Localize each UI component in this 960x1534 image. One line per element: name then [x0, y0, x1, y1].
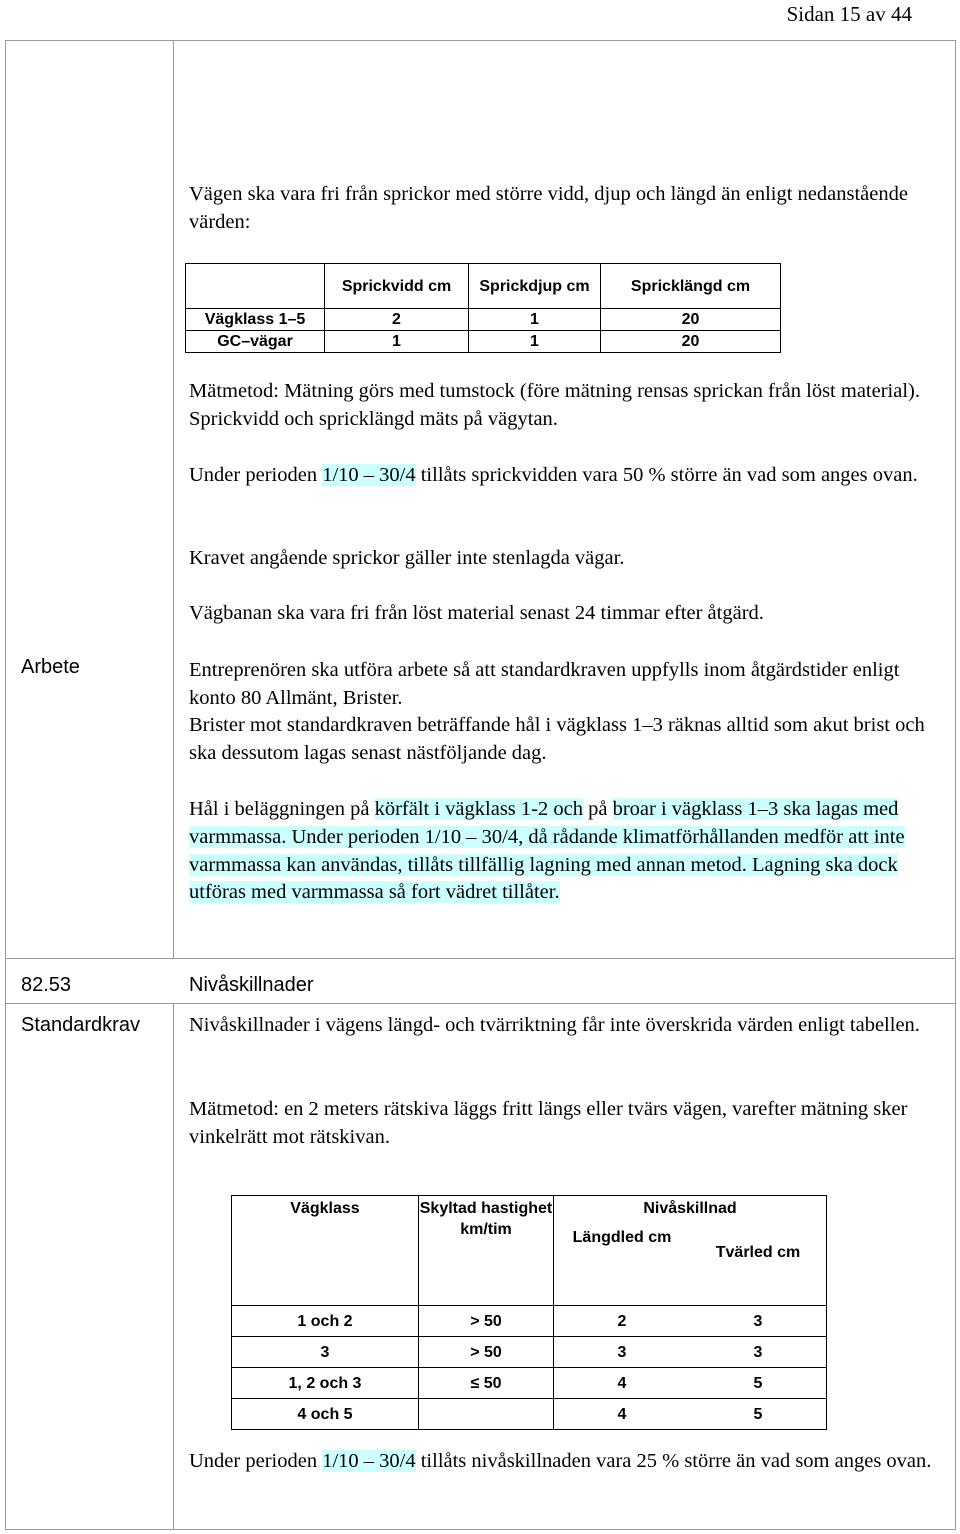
speed-cell: > 50 — [419, 1306, 554, 1337]
tvar-cell: 3 — [690, 1337, 827, 1368]
cell: 1 — [469, 331, 601, 353]
header-nivaskillnad: Nivåskillnad — [554, 1196, 827, 1227]
method-text: Mätmetod: Mätning görs med tumstock (före mätning rensas sprickan från löst material). Sprickvidd och spricklängd mäts på vägytan. — [189, 380, 920, 430]
cell: 2 — [325, 309, 469, 331]
crack-table — [185, 263, 781, 353]
section-divider-2 — [5, 1003, 956, 1004]
spacer-cell — [419, 1279, 554, 1306]
niva-period-text: Under perioden 1/10 – 30/4 tillåts nivåskillnaden vara 25 % större än vad som anges ovan. — [189, 1450, 932, 1472]
arbete-p3: Hål i beläggningen på körfält i vägklass 1-2 och på broar i vägklass 1–3 ska lagas med varmmassa. Under perioden 1/10 – 30/4, då rådande klimatförhållanden medför att inte varmmassa kan användas, tillåts tillfällig lagning med annan metod. Lagning ska dock utföras med varmmassa så fort vädret tillåter. — [189, 798, 905, 904]
page-number: Sidan 15 av 44 — [786, 2, 912, 26]
langd-cell: 2 — [554, 1306, 691, 1337]
arbete-p1: Entreprenören ska utföra arbete så att standardkraven uppfylls inom åtgärdstider enligt konto 80 Allmänt, Brister. — [189, 659, 900, 709]
period-text: Under perioden 1/10 – 30/4 tillåts sprickvidden vara 50 % större än vad som anges ovan. — [189, 464, 918, 486]
speed-cell: ≤ 50 — [419, 1368, 554, 1399]
klass-cell: 3 — [232, 1337, 419, 1368]
niva-table — [231, 1195, 827, 1430]
header-sprickvidd: Sprickvidd cm — [325, 264, 469, 309]
speed-cell: > 50 — [419, 1337, 554, 1368]
row-label: GC–vägar — [186, 331, 325, 353]
cell: 20 — [601, 309, 781, 331]
spacer-cell — [232, 1279, 419, 1306]
stone-road-text: Kravet angående sprickor gäller inte stenlagda vägar. — [189, 547, 625, 569]
langd-cell: 4 — [554, 1368, 691, 1399]
niva-p2: Mätmetod: en 2 meters rätskiva läggs fritt längs eller tvärs vägen, varefter mätning sker vinkelrätt mot rätskivan. — [189, 1098, 908, 1148]
section-number: 82.53 — [21, 974, 72, 996]
langd-cell: 4 — [554, 1399, 691, 1430]
header-tvarled: Tvärled cm — [690, 1227, 827, 1279]
cell: 20 — [601, 331, 781, 353]
row-label: Vägklass 1–5 — [186, 309, 325, 331]
klass-cell: 4 och 5 — [232, 1399, 419, 1430]
tvar-cell: 5 — [690, 1399, 827, 1430]
column-divider — [173, 40, 174, 958]
crack-table-corner — [186, 264, 325, 309]
period-highlight: 1/10 – 30/4 — [322, 1450, 416, 1472]
spacer-cell — [554, 1279, 691, 1306]
header-speed: Skyltad hastighet km/tim — [419, 1196, 554, 1279]
tvar-cell: 5 — [690, 1368, 827, 1399]
section-divider — [5, 958, 956, 959]
spacer-cell — [690, 1279, 827, 1306]
header-vagklass: Vägklass — [232, 1196, 419, 1279]
cell: 1 — [325, 331, 469, 353]
arbete-label: Arbete — [21, 656, 80, 678]
klass-cell: 1, 2 och 3 — [232, 1368, 419, 1399]
period-highlight: 1/10 – 30/4 — [322, 464, 416, 486]
niva-p1: Nivåskillnader i vägens längd- och tvärriktning får inte överskrida värden enligt tabellen. — [189, 1014, 920, 1036]
standardkrav-label: Standardkrav — [21, 1014, 140, 1036]
intro-text: Vägen ska vara fri från sprickor med större vidd, djup och längd än enligt nedanstående värden: — [189, 183, 908, 233]
header-sprickdjup: Sprickdjup cm — [469, 264, 601, 309]
speed-cell — [419, 1399, 554, 1430]
column-divider-2 — [173, 1003, 174, 1530]
header-spricklangd: Spricklängd cm — [601, 264, 781, 309]
loose-material-text: Vägbanan ska vara fri från löst material senast 24 timmar efter åtgärd. — [189, 602, 764, 624]
langd-cell: 3 — [554, 1337, 691, 1368]
tvar-cell: 3 — [690, 1306, 827, 1337]
header-langdled: Längdled cm — [554, 1227, 691, 1279]
arbete-p2: Brister mot standardkraven beträffande hål i vägklass 1–3 räknas alltid som akut brist och ska dessutom lagas senast nästföljande dag. — [189, 714, 925, 764]
cell: 1 — [469, 309, 601, 331]
section-title: Nivåskillnader — [189, 974, 314, 996]
klass-cell: 1 och 2 — [232, 1306, 419, 1337]
